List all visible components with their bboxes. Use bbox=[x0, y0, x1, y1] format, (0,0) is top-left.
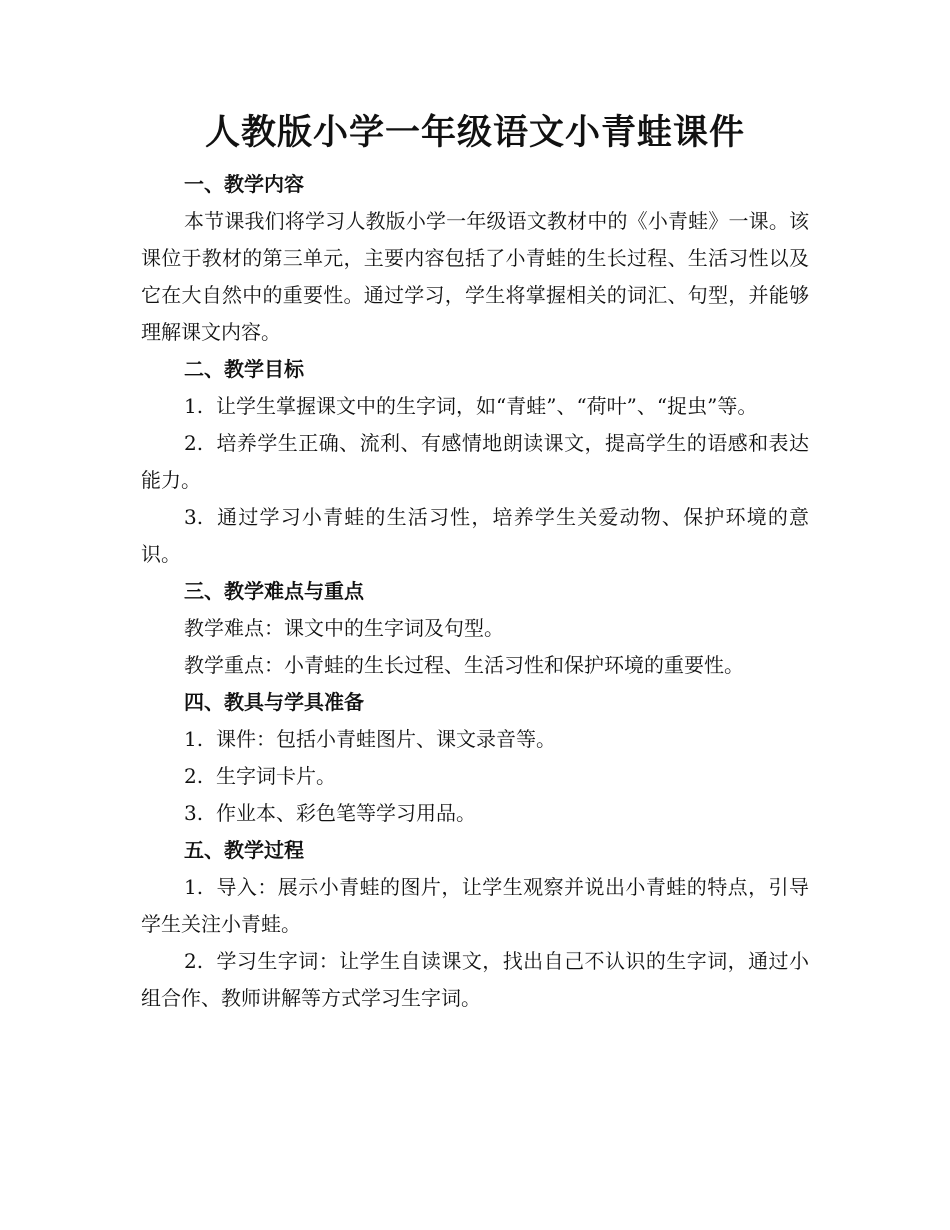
section-heading-materials: 四、教具与学具准备 bbox=[184, 690, 364, 714]
list-number: 2. bbox=[184, 764, 204, 788]
list-item bbox=[141, 943, 809, 1017]
section-heading-focus: 三、教学难点与重点 bbox=[184, 579, 364, 603]
list-item bbox=[141, 795, 809, 832]
list-number: 3. bbox=[184, 801, 204, 825]
list-item-text: 培养学生正确、流利、有感情地朗读课文，提高学生的语感和表达能力。 bbox=[141, 431, 809, 492]
document-title: 人教版小学一年级语文小青蛙课件 bbox=[204, 112, 745, 153]
list-item-text: 导入：展示小青蛙的图片，让学生观察并说出小青蛙的特点，引导学生关注小青蛙。 bbox=[141, 875, 809, 936]
list-item bbox=[141, 721, 809, 758]
list-item-text: 通过学习小青蛙的生活习性，培养学生关爱动物、保护环境的意识。 bbox=[141, 505, 809, 566]
section-heading-objectives: 二、教学目标 bbox=[184, 357, 304, 381]
list-number: 3. bbox=[184, 505, 204, 529]
paragraph bbox=[141, 647, 809, 684]
list-item-text: 学习生字词：让学生自读课文，找出自己不认识的生字词，通过小组合作、教师讲解等方式学习生字词。 bbox=[141, 949, 809, 1010]
section-heading-content: 一、教学内容 bbox=[184, 172, 304, 196]
list-number: 1. bbox=[184, 394, 204, 418]
list-item bbox=[141, 425, 809, 499]
list-item bbox=[141, 758, 809, 795]
list-item bbox=[141, 869, 809, 943]
paragraph bbox=[141, 203, 809, 351]
list-item bbox=[141, 388, 809, 425]
paragraph-text: 教学重点：小青蛙的生长过程、生活习性和保护环境的重要性。 bbox=[184, 653, 744, 677]
paragraph bbox=[141, 610, 809, 647]
list-item bbox=[141, 499, 809, 573]
list-item-text: 作业本、彩色笔等学习用品。 bbox=[216, 801, 476, 825]
list-number: 2. bbox=[184, 431, 204, 455]
list-number: 1. bbox=[184, 875, 204, 899]
list-number: 2. bbox=[184, 949, 204, 973]
paragraph-text: 本节课我们将学习人教版小学一年级语文教材中的《小青蛙》一课。该课位于教材的第三单元，主要内容包括了小青蛙的生长过程、生活习性以及它在大自然中的重要性。通过学习，学生将掌握相关的词汇、句型，并能够理解课文内容。 bbox=[141, 209, 809, 344]
list-number: 1. bbox=[184, 727, 204, 751]
section-heading-process: 五、教学过程 bbox=[184, 838, 304, 862]
paragraph-text: 教学难点：课文中的生字词及句型。 bbox=[184, 616, 504, 640]
list-item-text: 生字词卡片。 bbox=[216, 764, 336, 788]
document-body bbox=[141, 166, 809, 1017]
list-item-text: 让学生掌握课文中的生字词，如“青蛙”、“荷叶”、“捉虫”等。 bbox=[216, 394, 758, 418]
list-item-text: 课件：包括小青蛙图片、课文录音等。 bbox=[216, 727, 556, 751]
